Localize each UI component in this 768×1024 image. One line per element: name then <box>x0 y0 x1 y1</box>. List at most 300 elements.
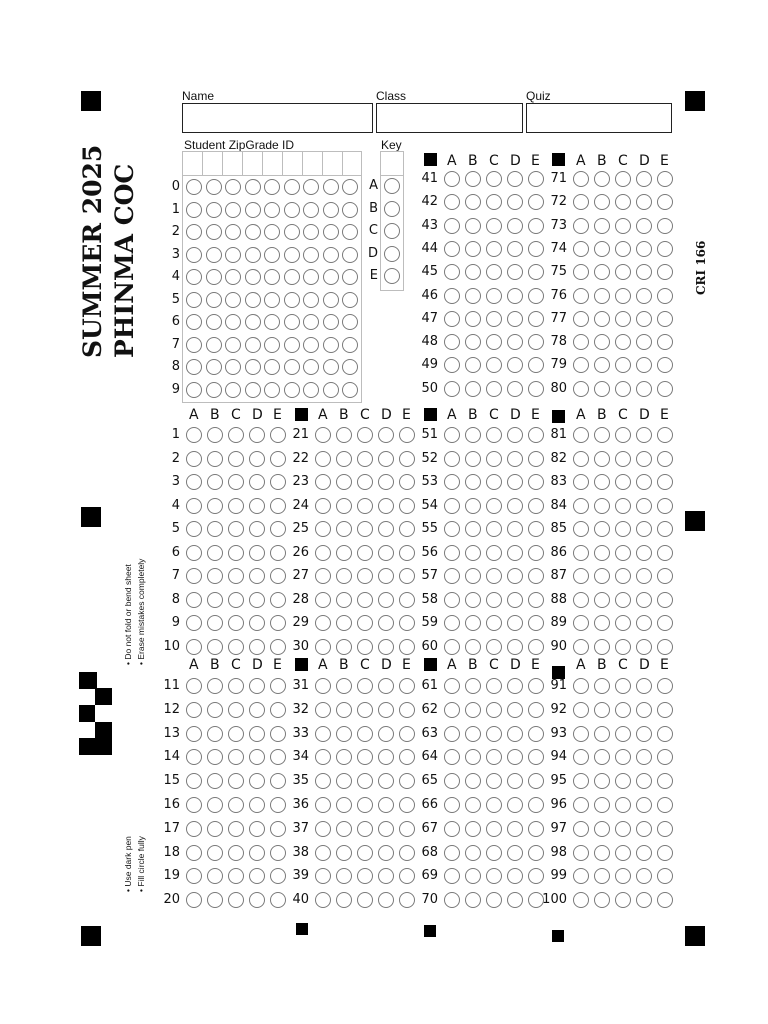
answer-bubble[interactable] <box>615 357 631 373</box>
answer-bubble[interactable] <box>336 427 352 443</box>
id-bubble[interactable] <box>186 202 202 218</box>
answer-bubble[interactable] <box>573 892 589 908</box>
answer-bubble[interactable] <box>486 892 502 908</box>
answer-bubble[interactable] <box>207 892 223 908</box>
answer-bubble[interactable] <box>228 615 244 631</box>
answer-bubble[interactable] <box>573 545 589 561</box>
answer-bubble[interactable] <box>378 773 394 789</box>
id-bubble[interactable] <box>186 224 202 240</box>
answer-bubble[interactable] <box>636 749 652 765</box>
answer-bubble[interactable] <box>507 194 523 210</box>
answer-bubble[interactable] <box>615 218 631 234</box>
id-bubble[interactable] <box>245 382 261 398</box>
answer-bubble[interactable] <box>207 845 223 861</box>
id-bubble[interactable] <box>303 382 319 398</box>
answer-bubble[interactable] <box>594 381 610 397</box>
answer-bubble[interactable] <box>636 545 652 561</box>
answer-bubble[interactable] <box>507 498 523 514</box>
answer-bubble[interactable] <box>465 773 481 789</box>
answer-bubble[interactable] <box>444 521 460 537</box>
id-bubble[interactable] <box>245 314 261 330</box>
answer-bubble[interactable] <box>357 615 373 631</box>
answer-bubble[interactable] <box>573 615 589 631</box>
answer-bubble[interactable] <box>507 868 523 884</box>
answer-bubble[interactable] <box>573 678 589 694</box>
answer-bubble[interactable] <box>465 749 481 765</box>
answer-bubble[interactable] <box>378 545 394 561</box>
answer-bubble[interactable] <box>573 241 589 257</box>
answer-bubble[interactable] <box>336 773 352 789</box>
answer-bubble[interactable] <box>228 568 244 584</box>
answer-bubble[interactable] <box>636 845 652 861</box>
answer-bubble[interactable] <box>207 868 223 884</box>
answer-bubble[interactable] <box>249 498 265 514</box>
answer-bubble[interactable] <box>465 592 481 608</box>
answer-bubble[interactable] <box>378 892 394 908</box>
answer-bubble[interactable] <box>507 288 523 304</box>
answer-bubble[interactable] <box>378 845 394 861</box>
answer-bubble[interactable] <box>486 568 502 584</box>
id-bubble[interactable] <box>284 292 300 308</box>
id-bubble[interactable] <box>245 224 261 240</box>
answer-bubble[interactable] <box>249 474 265 490</box>
id-bubble[interactable] <box>225 382 241 398</box>
answer-bubble[interactable] <box>594 545 610 561</box>
answer-bubble[interactable] <box>228 639 244 655</box>
key-bubble[interactable] <box>384 268 400 284</box>
answer-bubble[interactable] <box>507 592 523 608</box>
answer-bubble[interactable] <box>465 427 481 443</box>
answer-bubble[interactable] <box>315 498 331 514</box>
answer-bubble[interactable] <box>186 892 202 908</box>
answer-bubble[interactable] <box>315 749 331 765</box>
answer-bubble[interactable] <box>636 451 652 467</box>
answer-bubble[interactable] <box>615 545 631 561</box>
answer-bubble[interactable] <box>657 797 673 813</box>
answer-bubble[interactable] <box>465 868 481 884</box>
answer-bubble[interactable] <box>249 845 265 861</box>
answer-bubble[interactable] <box>657 498 673 514</box>
answer-bubble[interactable] <box>486 773 502 789</box>
answer-bubble[interactable] <box>573 568 589 584</box>
answer-bubble[interactable] <box>228 892 244 908</box>
answer-bubble[interactable] <box>444 498 460 514</box>
id-bubble[interactable] <box>186 292 202 308</box>
answer-bubble[interactable] <box>573 702 589 718</box>
answer-bubble[interactable] <box>636 498 652 514</box>
answer-bubble[interactable] <box>444 194 460 210</box>
answer-bubble[interactable] <box>486 171 502 187</box>
id-bubble[interactable] <box>206 382 222 398</box>
answer-bubble[interactable] <box>315 821 331 837</box>
answer-bubble[interactable] <box>657 545 673 561</box>
id-bubble[interactable] <box>206 179 222 195</box>
answer-bubble[interactable] <box>657 171 673 187</box>
answer-bubble[interactable] <box>486 474 502 490</box>
answer-bubble[interactable] <box>615 264 631 280</box>
answer-bubble[interactable] <box>486 451 502 467</box>
answer-bubble[interactable] <box>315 678 331 694</box>
answer-bubble[interactable] <box>186 592 202 608</box>
student-id-entry-box[interactable] <box>282 151 302 176</box>
answer-bubble[interactable] <box>336 568 352 584</box>
answer-bubble[interactable] <box>207 615 223 631</box>
answer-bubble[interactable] <box>636 194 652 210</box>
answer-bubble[interactable] <box>573 334 589 350</box>
answer-bubble[interactable] <box>378 702 394 718</box>
answer-bubble[interactable] <box>507 773 523 789</box>
id-bubble[interactable] <box>245 292 261 308</box>
answer-bubble[interactable] <box>636 892 652 908</box>
id-bubble[interactable] <box>264 224 280 240</box>
answer-bubble[interactable] <box>378 615 394 631</box>
answer-bubble[interactable] <box>357 474 373 490</box>
answer-bubble[interactable] <box>228 773 244 789</box>
answer-bubble[interactable] <box>573 171 589 187</box>
answer-bubble[interactable] <box>249 639 265 655</box>
answer-bubble[interactable] <box>657 726 673 742</box>
answer-bubble[interactable] <box>594 568 610 584</box>
answer-bubble[interactable] <box>315 427 331 443</box>
answer-bubble[interactable] <box>228 726 244 742</box>
id-bubble[interactable] <box>284 269 300 285</box>
answer-bubble[interactable] <box>249 678 265 694</box>
answer-bubble[interactable] <box>444 702 460 718</box>
answer-bubble[interactable] <box>207 592 223 608</box>
answer-bubble[interactable] <box>186 678 202 694</box>
answer-bubble[interactable] <box>636 702 652 718</box>
answer-bubble[interactable] <box>357 521 373 537</box>
answer-bubble[interactable] <box>357 868 373 884</box>
answer-bubble[interactable] <box>357 545 373 561</box>
answer-bubble[interactable] <box>615 381 631 397</box>
answer-bubble[interactable] <box>486 381 502 397</box>
id-bubble[interactable] <box>284 382 300 398</box>
answer-bubble[interactable] <box>228 474 244 490</box>
answer-bubble[interactable] <box>249 892 265 908</box>
student-id-entry-box[interactable] <box>322 151 342 176</box>
answer-bubble[interactable] <box>336 892 352 908</box>
id-bubble[interactable] <box>342 292 358 308</box>
answer-bubble[interactable] <box>186 615 202 631</box>
answer-bubble[interactable] <box>636 427 652 443</box>
answer-bubble[interactable] <box>336 615 352 631</box>
id-bubble[interactable] <box>206 292 222 308</box>
answer-bubble[interactable] <box>486 218 502 234</box>
answer-bubble[interactable] <box>507 568 523 584</box>
answer-bubble[interactable] <box>465 615 481 631</box>
answer-bubble[interactable] <box>636 474 652 490</box>
answer-bubble[interactable] <box>378 592 394 608</box>
answer-bubble[interactable] <box>444 678 460 694</box>
answer-bubble[interactable] <box>465 474 481 490</box>
answer-bubble[interactable] <box>207 427 223 443</box>
name-field[interactable] <box>182 103 373 133</box>
answer-bubble[interactable] <box>657 334 673 350</box>
answer-bubble[interactable] <box>594 868 610 884</box>
answer-bubble[interactable] <box>636 639 652 655</box>
answer-bubble[interactable] <box>444 749 460 765</box>
answer-bubble[interactable] <box>186 568 202 584</box>
answer-bubble[interactable] <box>315 702 331 718</box>
answer-bubble[interactable] <box>336 451 352 467</box>
answer-bubble[interactable] <box>249 568 265 584</box>
answer-bubble[interactable] <box>573 194 589 210</box>
answer-bubble[interactable] <box>573 474 589 490</box>
answer-bubble[interactable] <box>357 568 373 584</box>
answer-bubble[interactable] <box>465 381 481 397</box>
answer-bubble[interactable] <box>636 615 652 631</box>
answer-bubble[interactable] <box>615 773 631 789</box>
key-bubble[interactable] <box>384 223 400 239</box>
answer-bubble[interactable] <box>228 592 244 608</box>
answer-bubble[interactable] <box>657 288 673 304</box>
answer-bubble[interactable] <box>657 821 673 837</box>
answer-bubble[interactable] <box>186 639 202 655</box>
answer-bubble[interactable] <box>336 845 352 861</box>
answer-bubble[interactable] <box>207 749 223 765</box>
answer-bubble[interactable] <box>228 749 244 765</box>
answer-bubble[interactable] <box>486 545 502 561</box>
answer-bubble[interactable] <box>465 194 481 210</box>
answer-bubble[interactable] <box>378 568 394 584</box>
answer-bubble[interactable] <box>228 821 244 837</box>
answer-bubble[interactable] <box>186 545 202 561</box>
answer-bubble[interactable] <box>657 311 673 327</box>
id-bubble[interactable] <box>225 202 241 218</box>
answer-bubble[interactable] <box>228 451 244 467</box>
answer-bubble[interactable] <box>315 592 331 608</box>
answer-bubble[interactable] <box>465 726 481 742</box>
answer-bubble[interactable] <box>444 218 460 234</box>
answer-bubble[interactable] <box>507 845 523 861</box>
answer-bubble[interactable] <box>444 241 460 257</box>
id-bubble[interactable] <box>186 337 202 353</box>
answer-bubble[interactable] <box>615 334 631 350</box>
answer-bubble[interactable] <box>594 639 610 655</box>
student-id-entry-box[interactable] <box>222 151 242 176</box>
id-bubble[interactable] <box>264 179 280 195</box>
answer-bubble[interactable] <box>486 334 502 350</box>
answer-bubble[interactable] <box>507 749 523 765</box>
answer-bubble[interactable] <box>444 171 460 187</box>
answer-bubble[interactable] <box>486 288 502 304</box>
answer-bubble[interactable] <box>507 451 523 467</box>
id-bubble[interactable] <box>245 202 261 218</box>
answer-bubble[interactable] <box>249 797 265 813</box>
answer-bubble[interactable] <box>507 821 523 837</box>
answer-bubble[interactable] <box>657 218 673 234</box>
answer-bubble[interactable] <box>444 868 460 884</box>
answer-bubble[interactable] <box>573 451 589 467</box>
answer-bubble[interactable] <box>186 702 202 718</box>
answer-bubble[interactable] <box>207 821 223 837</box>
answer-bubble[interactable] <box>573 797 589 813</box>
answer-bubble[interactable] <box>615 845 631 861</box>
answer-bubble[interactable] <box>336 639 352 655</box>
answer-bubble[interactable] <box>594 218 610 234</box>
answer-bubble[interactable] <box>636 726 652 742</box>
answer-bubble[interactable] <box>315 545 331 561</box>
answer-bubble[interactable] <box>378 749 394 765</box>
answer-bubble[interactable] <box>249 545 265 561</box>
answer-bubble[interactable] <box>465 639 481 655</box>
answer-bubble[interactable] <box>444 381 460 397</box>
answer-bubble[interactable] <box>186 821 202 837</box>
answer-bubble[interactable] <box>573 381 589 397</box>
id-bubble[interactable] <box>284 359 300 375</box>
answer-bubble[interactable] <box>444 639 460 655</box>
answer-bubble[interactable] <box>507 521 523 537</box>
answer-bubble[interactable] <box>657 521 673 537</box>
answer-bubble[interactable] <box>594 194 610 210</box>
answer-bubble[interactable] <box>186 773 202 789</box>
answer-bubble[interactable] <box>615 498 631 514</box>
answer-bubble[interactable] <box>486 702 502 718</box>
student-id-entry-box[interactable] <box>342 151 362 176</box>
answer-bubble[interactable] <box>573 521 589 537</box>
answer-bubble[interactable] <box>315 773 331 789</box>
answer-bubble[interactable] <box>357 773 373 789</box>
answer-bubble[interactable] <box>465 311 481 327</box>
answer-bubble[interactable] <box>336 678 352 694</box>
answer-bubble[interactable] <box>465 288 481 304</box>
id-bubble[interactable] <box>186 382 202 398</box>
id-bubble[interactable] <box>284 314 300 330</box>
answer-bubble[interactable] <box>615 592 631 608</box>
answer-bubble[interactable] <box>594 845 610 861</box>
answer-bubble[interactable] <box>378 821 394 837</box>
answer-bubble[interactable] <box>315 726 331 742</box>
answer-bubble[interactable] <box>357 892 373 908</box>
id-bubble[interactable] <box>303 337 319 353</box>
answer-bubble[interactable] <box>207 702 223 718</box>
answer-bubble[interactable] <box>357 427 373 443</box>
id-bubble[interactable] <box>303 292 319 308</box>
answer-bubble[interactable] <box>186 498 202 514</box>
answer-bubble[interactable] <box>594 288 610 304</box>
answer-bubble[interactable] <box>615 868 631 884</box>
answer-bubble[interactable] <box>657 568 673 584</box>
answer-bubble[interactable] <box>615 521 631 537</box>
answer-bubble[interactable] <box>378 498 394 514</box>
answer-bubble[interactable] <box>657 702 673 718</box>
answer-bubble[interactable] <box>507 264 523 280</box>
answer-bubble[interactable] <box>594 726 610 742</box>
answer-bubble[interactable] <box>336 821 352 837</box>
answer-bubble[interactable] <box>444 592 460 608</box>
answer-bubble[interactable] <box>444 451 460 467</box>
answer-bubble[interactable] <box>465 498 481 514</box>
answer-bubble[interactable] <box>594 334 610 350</box>
answer-bubble[interactable] <box>573 868 589 884</box>
answer-bubble[interactable] <box>465 845 481 861</box>
answer-bubble[interactable] <box>507 474 523 490</box>
answer-bubble[interactable] <box>486 264 502 280</box>
answer-bubble[interactable] <box>594 678 610 694</box>
answer-bubble[interactable] <box>186 845 202 861</box>
answer-bubble[interactable] <box>657 678 673 694</box>
id-bubble[interactable] <box>342 314 358 330</box>
answer-bubble[interactable] <box>486 357 502 373</box>
answer-bubble[interactable] <box>207 474 223 490</box>
id-bubble[interactable] <box>245 337 261 353</box>
answer-bubble[interactable] <box>228 678 244 694</box>
answer-bubble[interactable] <box>636 678 652 694</box>
answer-bubble[interactable] <box>636 592 652 608</box>
answer-bubble[interactable] <box>594 171 610 187</box>
id-bubble[interactable] <box>225 359 241 375</box>
answer-bubble[interactable] <box>315 451 331 467</box>
answer-bubble[interactable] <box>507 639 523 655</box>
answer-bubble[interactable] <box>378 451 394 467</box>
answer-bubble[interactable] <box>615 678 631 694</box>
id-bubble[interactable] <box>342 359 358 375</box>
answer-bubble[interactable] <box>507 357 523 373</box>
answer-bubble[interactable] <box>615 427 631 443</box>
answer-bubble[interactable] <box>486 427 502 443</box>
answer-bubble[interactable] <box>357 821 373 837</box>
answer-bubble[interactable] <box>594 451 610 467</box>
id-bubble[interactable] <box>303 359 319 375</box>
answer-bubble[interactable] <box>378 726 394 742</box>
answer-bubble[interactable] <box>444 726 460 742</box>
id-bubble[interactable] <box>264 247 280 263</box>
answer-bubble[interactable] <box>315 797 331 813</box>
answer-bubble[interactable] <box>507 726 523 742</box>
answer-bubble[interactable] <box>486 592 502 608</box>
answer-bubble[interactable] <box>657 773 673 789</box>
key-bubble[interactable] <box>384 201 400 217</box>
answer-bubble[interactable] <box>465 797 481 813</box>
answer-bubble[interactable] <box>636 218 652 234</box>
answer-bubble[interactable] <box>486 521 502 537</box>
answer-bubble[interactable] <box>249 451 265 467</box>
answer-bubble[interactable] <box>207 498 223 514</box>
answer-bubble[interactable] <box>657 194 673 210</box>
id-bubble[interactable] <box>323 314 339 330</box>
id-bubble[interactable] <box>186 314 202 330</box>
answer-bubble[interactable] <box>615 615 631 631</box>
id-bubble[interactable] <box>186 359 202 375</box>
id-bubble[interactable] <box>225 292 241 308</box>
answer-bubble[interactable] <box>573 726 589 742</box>
answer-bubble[interactable] <box>336 702 352 718</box>
answer-bubble[interactable] <box>657 451 673 467</box>
answer-bubble[interactable] <box>336 592 352 608</box>
id-bubble[interactable] <box>284 224 300 240</box>
answer-bubble[interactable] <box>228 427 244 443</box>
answer-bubble[interactable] <box>486 845 502 861</box>
answer-bubble[interactable] <box>249 726 265 742</box>
answer-bubble[interactable] <box>486 615 502 631</box>
answer-bubble[interactable] <box>657 868 673 884</box>
id-bubble[interactable] <box>303 314 319 330</box>
answer-bubble[interactable] <box>186 797 202 813</box>
id-bubble[interactable] <box>303 269 319 285</box>
answer-bubble[interactable] <box>657 381 673 397</box>
id-bubble[interactable] <box>245 247 261 263</box>
answer-bubble[interactable] <box>636 171 652 187</box>
answer-bubble[interactable] <box>615 892 631 908</box>
id-bubble[interactable] <box>284 337 300 353</box>
id-bubble[interactable] <box>264 202 280 218</box>
answer-bubble[interactable] <box>444 845 460 861</box>
answer-bubble[interactable] <box>357 726 373 742</box>
id-bubble[interactable] <box>225 269 241 285</box>
key-bubble[interactable] <box>384 178 400 194</box>
answer-bubble[interactable] <box>615 288 631 304</box>
